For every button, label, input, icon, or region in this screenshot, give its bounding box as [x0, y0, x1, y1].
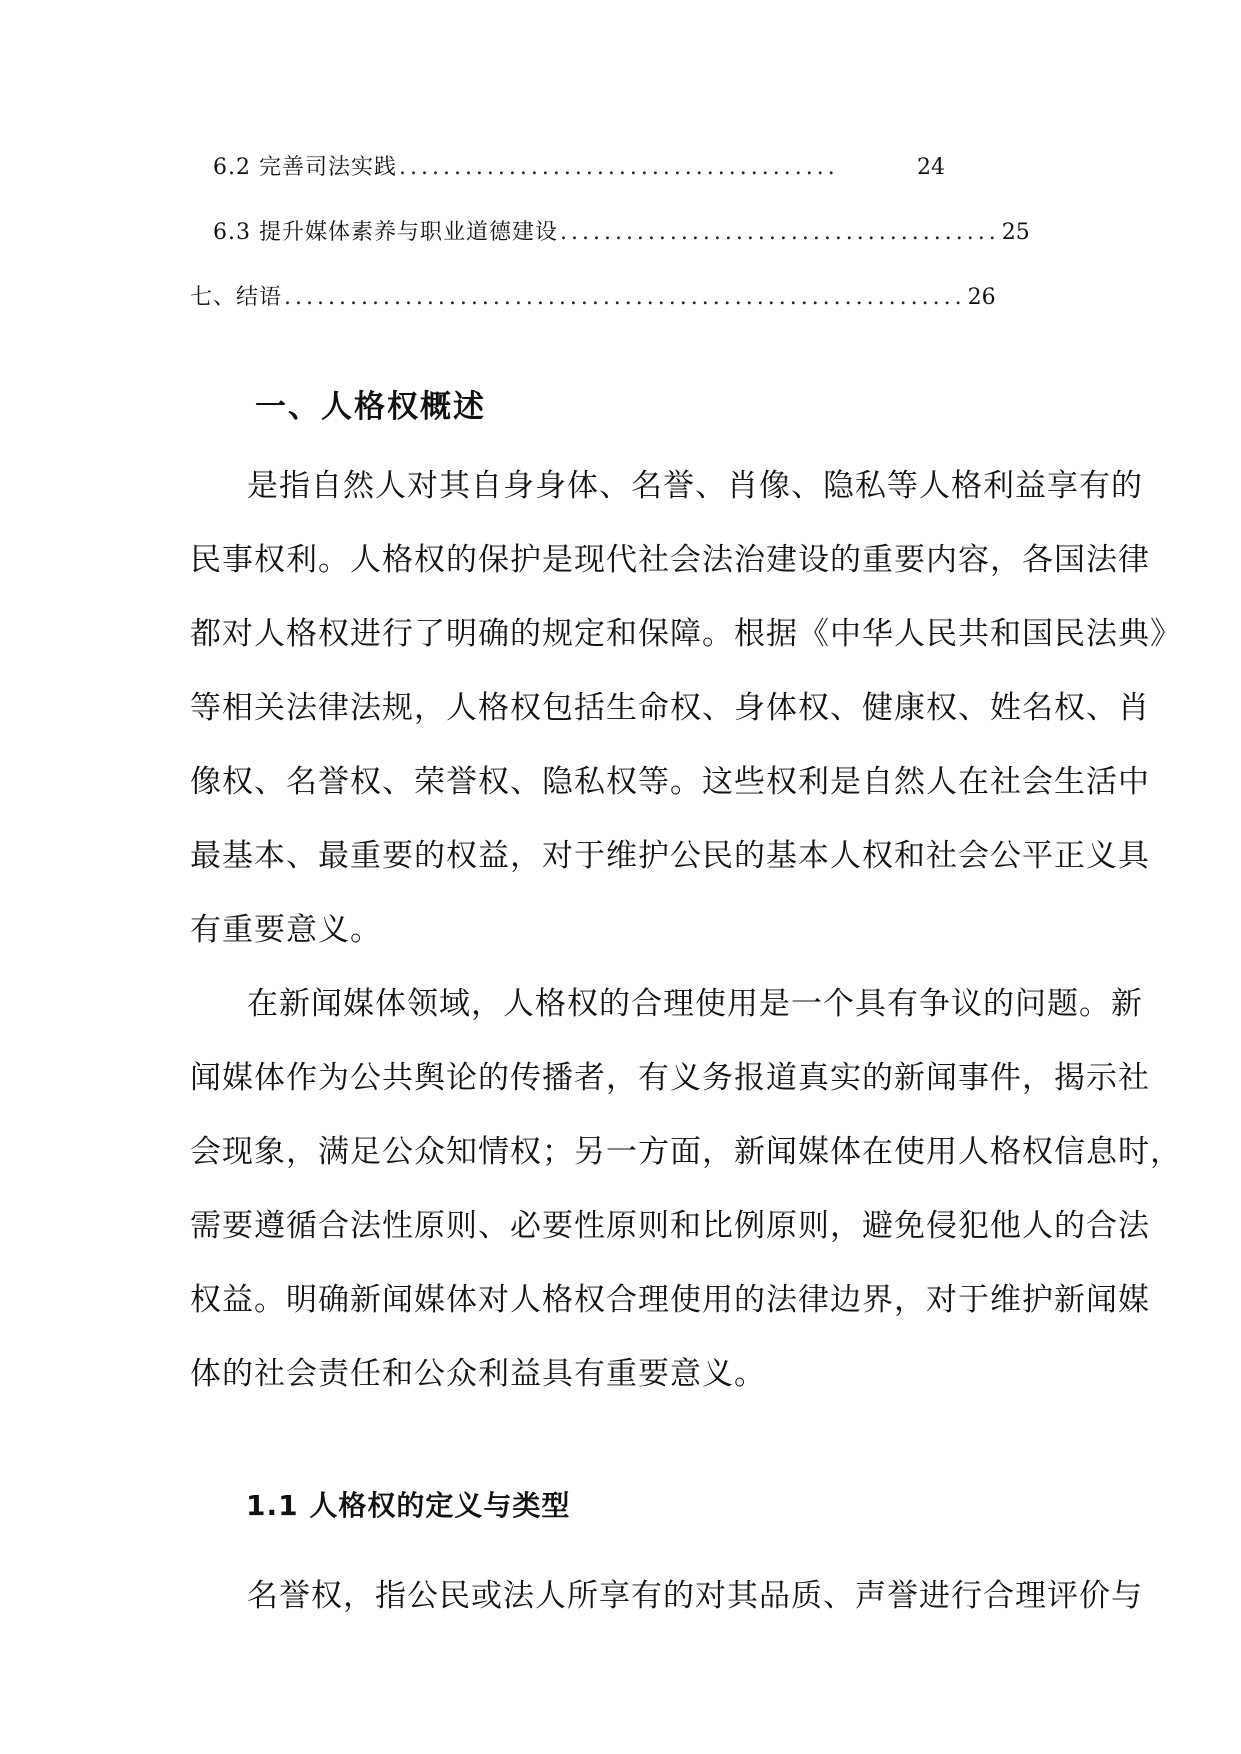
paragraph-line: 会现象，满足公众知情权；另一方面，新闻媒体在使用人格权信息时，	[190, 1134, 1182, 1170]
toc-entry[interactable]	[213, 153, 945, 183]
toc-page-number: 26	[967, 285, 996, 310]
toc-dot-leader: ........................................	[559, 220, 1000, 245]
paragraph-line: 在新闻媒体领域，人格权的合理使用是一个具有争议的问题。新	[247, 986, 1143, 1022]
paragraph-line: 都对人格权进行了明确的规定和保障。根据《中华人民共和国民法典》	[190, 616, 1182, 652]
toc-entry[interactable]	[213, 218, 1030, 248]
paragraph-line: 最基本、最重要的权益，对于维护公民的基本人权和社会公平正义具	[190, 838, 1150, 874]
toc-dot-leader: ..............................................................	[284, 285, 966, 310]
subsection-heading: 1.1 人格权的定义与类型	[246, 1489, 571, 1522]
paragraph-line: 是指自然人对其自身身体、名誉、肖像、隐私等人格利益享有的	[247, 468, 1143, 504]
paragraph-line: 名誉权，指公民或法人所享有的对其品质、声誉进行合理评价与	[247, 1578, 1143, 1614]
toc-entry-label: 6.2 完善司法实践	[213, 155, 397, 180]
toc-page-number: 25	[1001, 220, 1030, 245]
paragraph-line: 需要遵循合法性原则、必要性原则和比例原则，避免侵犯他人的合法	[190, 1208, 1150, 1244]
paragraph-line: 民事权利。人格权的保护是现代社会法治建设的重要内容，各国法律	[190, 542, 1150, 578]
toc-entry-label: 七、结语	[190, 285, 283, 310]
paragraph-line: 体的社会责任和公众利益具有重要意义。	[190, 1356, 766, 1392]
paragraph-line: 闻媒体作为公共舆论的传播者，有义务报道真实的新闻事件，揭示社	[190, 1060, 1150, 1096]
section-heading: 一、人格权概述	[255, 389, 486, 425]
toc-dot-leader: ........................................	[398, 155, 839, 180]
paragraph-line: 像权、名誉权、荣誉权、隐私权等。这些权利是自然人在社会生活中	[190, 764, 1150, 800]
paragraph-line: 权益。明确新闻媒体对人格权合理使用的法律边界，对于维护新闻媒	[190, 1282, 1150, 1318]
paragraph-line: 等相关法律法规，人格权包括生命权、身体权、健康权、姓名权、肖	[190, 690, 1150, 726]
toc-page-number: 24	[917, 155, 945, 180]
toc-entry-label: 6.3 提升媒体素养与职业道德建设	[213, 220, 558, 245]
paragraph-line: 有重要意义。	[190, 912, 382, 948]
toc-entry[interactable]	[190, 283, 996, 313]
